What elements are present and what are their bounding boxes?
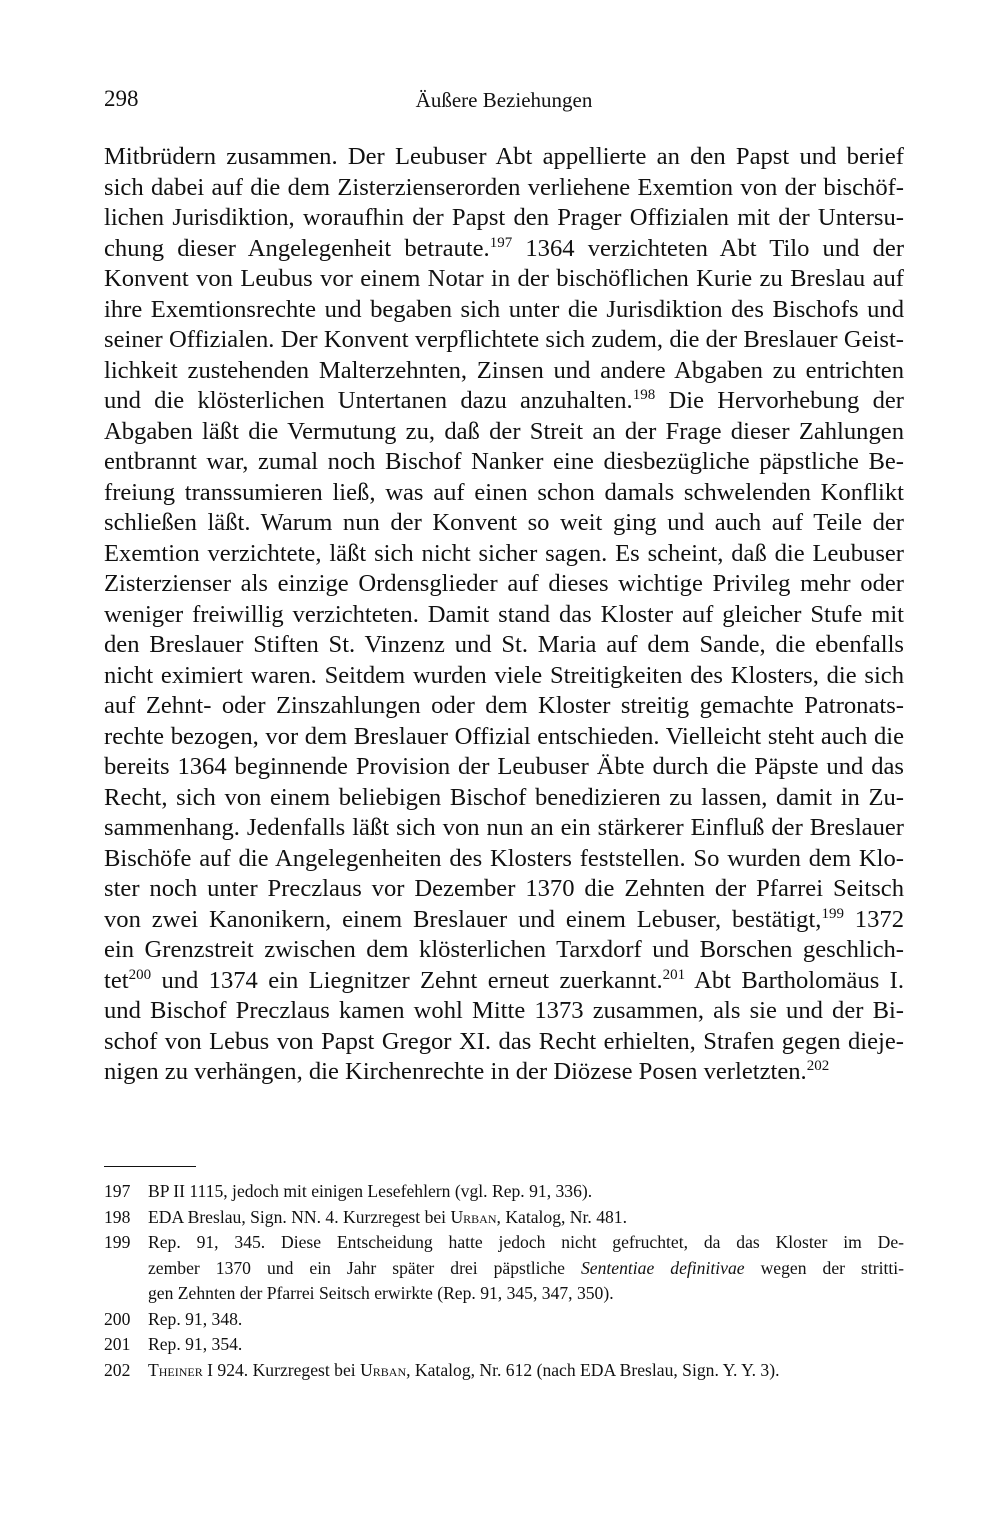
text-line: Konvent von Leubus vor einem Notar in der bischöflichen Kurie zu Breslau auf [104,265,904,292]
footnote-200 [104,1307,904,1333]
running-head: Äußere Beziehungen [415,88,593,112]
footnote-separator [104,1166,196,1167]
author-name: Theiner [148,1359,203,1380]
text-segment: Die Hervorhebung der [668,387,904,414]
text-line: schof von Lebus von Papst Gregor XI. das Recht erhielten, Strafen gegen dieje- [104,1027,904,1055]
text-line: und Bischof Preczlaus kamen wohl Mitte 1373 zusammen, als sie und der Bi- [104,997,904,1024]
text-line: Abgaben läßt die Vermutung zu, daß der Streit an der Frage dieser Zahlungen [104,417,904,445]
text-line [104,1057,904,1088]
text-line: nicht eximiert waren. Seitdem wurden viele Streitigkeiten des Klosters, die sich [104,661,904,689]
footnote-text: Rep. 91, 354. [148,1334,243,1354]
text-line: weniger freiwillig verzichteten. Damit stand das Kloster auf gleicher Stufe mit [104,600,904,628]
text-line: ihre Exemtionsrechte und begaben sich unter die Jurisdiktion des Bischofs und [104,295,904,323]
text-line: rechte bezogen, vor dem Breslauer Offizial entschieden. Vielleicht steht auch die [104,722,904,750]
footnote-ref-197[interactable]: 197 [489,234,513,251]
text-segment: I 924. Kurzregest bei [202,1359,361,1380]
text-segment: wegen der stritti- [744,1257,905,1278]
footnotes [104,1179,904,1383]
text-line: Mitbrüdern zusammen. Der Leubuser Abt appellierte an den Papst und berief [104,143,904,170]
text-line: entbrannt war, zumal noch Bischof Nanker eine diesbezügliche päpstliche Be- [104,448,904,475]
text-line: den Breslauer Stiften St. Vinzenz und St. Maria auf dem Sande, die ebenfalls [104,631,904,658]
text-segment: von zwei Kanonikern, einem Breslauer und einem Lebuser, bestätigt, [104,905,822,933]
text-segment: tet [104,966,129,994]
text-line: bereits 1364 beginnende Provision der Leubuser Äbte durch die Päpste und das [104,753,904,780]
text-segment: , Katalog, Nr. 481. [496,1206,627,1227]
text-line [104,386,904,417]
text-line: sich dabei auf die dem Zisterzienserorden verliehene Exemtion von der bischöf- [104,173,904,201]
text-segment: 1372 [854,905,904,933]
text-line: ster noch unter Preczlaus vor Dezember 1370 die Zehnten der Pfarrei Seitsch [104,875,904,902]
footnote-201 [104,1332,904,1358]
text-line: ein Grenzstreit zwischen dem klösterlichen Tarxdorf und Borschen geschlich- [104,936,904,963]
footnote-ref-199[interactable]: 199 [821,905,844,922]
author-name: Urban [450,1206,497,1227]
text-segment: EDA Breslau, Sign. NN. 4. Kurzregest bei [148,1206,451,1227]
text-line: lichkeit zustehenden Malterzehnten, Zinsen und andere Abgaben zu entrichten [104,356,904,384]
text-segment: 1364 verzichteten Abt Tilo und der [525,234,905,262]
footnote-text: Rep. 91, 348. [148,1308,243,1329]
footnote-number: 201 [104,1334,131,1354]
text-line [104,905,904,936]
footnote-197 [104,1179,904,1205]
text-line: seiner Offizialen. Der Konvent verpflichtete sich zudem, die der Breslauer Geist- [104,326,904,353]
text-line: auf Zehnt- oder Zinszahlungen oder dem Kloster streitig gemachte Patronats- [104,692,904,719]
footnote-text-line: Rep. 91, 345. Diese Entscheidung hatte jedoch nicht gefruchtet, da das Kloster im De- [148,1232,904,1252]
footnote-number: 198 [104,1206,131,1227]
text-line: Exemtion verzichtete, läßt sich nicht sicher sagen. Es scheint, daß die Leubuser [104,539,904,567]
author-name: Urban [360,1359,407,1380]
footnote-ref-198[interactable]: 198 [632,387,656,403]
footnote-text [148,1205,904,1231]
text-line: Zisterzienser als einzige Ordensglieder auf dieses wichtige Privileg mehr oder [104,570,904,597]
text-line: schließen läßt. Warum nun der Konvent so weit ging und auch auf Teile der [104,509,904,536]
text-line: sammenhang. Jedenfalls läßt sich von nun an ein stärkerer Einfluß der Breslauer [104,814,904,841]
text-line: freiung transsumieren ließ, was auf einen schon damals schwelenden Konflikt [104,478,904,506]
text-segment: und 1374 ein Liegnitzer Zehnt erneut zuerkannt. [161,966,663,994]
page-number: 298 [104,86,139,111]
text-line [104,234,904,265]
footnote-text [148,1358,904,1384]
footnote-202 [104,1358,904,1384]
footnote-198 [104,1205,904,1231]
text-segment: und die klösterlichen Untertanen dazu anzuhalten. [104,387,633,414]
text-segment: nigen zu verhängen, die Kirchenrechte in der Diözese Posen verletzten. [104,1058,807,1085]
footnote-text-line [148,1256,904,1282]
footnote-number: 202 [104,1359,131,1380]
text-line: Recht, sich von einem beliebigen Bischof benedizieren zu lassen, damit in Zu- [104,783,904,811]
footnote-text-line: gen Zehnten der Pfarrei Seitsch erwirkte (Rep. 91, 345, 347, 350). [148,1283,614,1303]
footnote-number: 197 [104,1181,131,1201]
text-segment: Abt Bartholomäus I. [694,966,904,994]
footnote-number: 200 [104,1308,131,1329]
text-line [104,966,904,997]
main-text [104,142,904,1088]
text-segment: zember 1370 und ein Jahr später drei päpstliche [148,1257,581,1278]
text-line: lichen Jurisdiktion, woraufhin der Papst den Prager Offizialen mit der Untersu- [104,204,904,231]
footnote-ref-202[interactable]: 202 [806,1058,830,1074]
latin-term: Sententiae definitivae [581,1257,745,1278]
footnote-199 [104,1230,904,1307]
text-segment: , Katalog, Nr. 612 (nach EDA Breslau, Sign. Y. Y. 3). [406,1359,780,1380]
footnote-number: 199 [104,1232,131,1252]
page-header [104,86,904,120]
footnote-text: BP II 1115, jedoch mit einigen Lesefehlern (vgl. Rep. 91, 336). [148,1181,593,1201]
footnote-ref-200[interactable]: 200 [128,966,152,983]
text-segment: chung dieser Angelegenheit betraute. [104,234,490,262]
footnote-ref-201[interactable]: 201 [662,966,686,983]
text-line: Bischöfe auf die Angelegenheiten des Klosters feststellen. So wurden dem Klo- [104,844,904,872]
